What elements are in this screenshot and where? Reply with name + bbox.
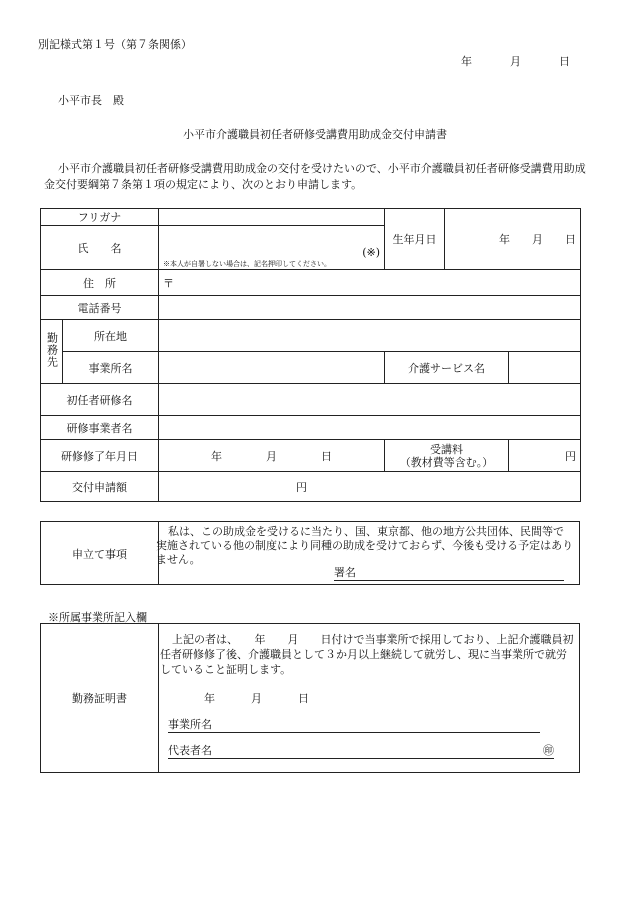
workplace-label <box>41 320 63 384</box>
document-title: 小平市介護職員初任者研修受講費用助成金交付申請書 <box>183 128 447 141</box>
certificate-rep-label: 代表者名 <box>168 744 212 757</box>
certificate-office-line[interactable] <box>168 716 540 733</box>
fee-label: 受講料 <box>430 442 464 456</box>
service-field[interactable] <box>509 352 581 384</box>
signature-line[interactable] <box>334 564 564 581</box>
name-note: ※本人が自署しない場合は、記名押印してください。 <box>163 260 332 268</box>
certificate-label: 勤務証明書 <box>72 692 127 705</box>
submission-date <box>423 53 570 69</box>
certificate-date[interactable] <box>204 690 345 706</box>
workplace-label-text: 勤務先 <box>45 332 59 368</box>
declaration-label: 申立て事項 <box>72 548 127 561</box>
name-label: 氏 名 <box>41 226 159 270</box>
office-label: 事業所名 <box>63 352 159 384</box>
provider-field[interactable] <box>159 416 581 440</box>
certificate-divider <box>158 624 159 772</box>
phone-label: 電話番号 <box>41 296 159 320</box>
training-name-label: 初任者研修名 <box>41 384 159 416</box>
provider-label: 研修事業者名 <box>41 416 159 440</box>
location-label: 所在地 <box>63 320 159 352</box>
fee-label-cell <box>385 440 509 472</box>
office-entry-note: ※所属事業所記入欄 <box>48 611 147 624</box>
office-field[interactable] <box>159 352 385 384</box>
furigana-label: フリガナ <box>41 209 159 226</box>
form-id: 別記様式第１号（第７条関係） <box>38 38 192 51</box>
date-year: 年 <box>461 55 472 68</box>
fee-field[interactable]: 円 <box>509 440 581 472</box>
service-label: 介護サービス名 <box>385 352 509 384</box>
training-name-field[interactable] <box>159 384 581 416</box>
date-month: 月 <box>510 55 521 68</box>
cert-date-year: 年 <box>204 692 215 705</box>
address-field[interactable]: 〒 <box>159 270 581 296</box>
completion-field[interactable]: 年 月 日 <box>159 440 385 472</box>
location-field[interactable] <box>159 320 581 352</box>
certificate-office-label: 事業所名 <box>168 718 212 731</box>
signature-label: 署名 <box>334 566 356 579</box>
address-label: 住 所 <box>41 270 159 296</box>
request-field[interactable]: 円 <box>159 472 581 502</box>
cert-date-day: 日 <box>298 692 309 705</box>
application-table <box>40 208 581 502</box>
fee-sublabel: （教材費等含む。） <box>399 455 494 469</box>
date-day: 日 <box>559 55 570 68</box>
furigana-field[interactable] <box>159 209 385 226</box>
seal-mark: ㊞ <box>543 744 554 757</box>
name-field[interactable] <box>159 226 385 270</box>
addressee: 小平市長 殿 <box>58 94 124 107</box>
declaration-text: 私は、この助成金を受けるに当たり、国、東京都、他の地方公共団体、民間等で実施されている他の制度により同種の助成を受けておらず、今後も受ける予定はありません。 <box>156 525 574 566</box>
phone-field[interactable] <box>159 296 581 320</box>
certificate-rep-line[interactable] <box>168 742 554 759</box>
birthdate-label: 生年月日 <box>385 209 445 270</box>
birthdate-field[interactable]: 年 月 日 <box>445 209 581 270</box>
cert-date-month: 月 <box>251 692 262 705</box>
name-mark: (※) <box>362 246 381 259</box>
request-label: 交付申請額 <box>41 472 159 502</box>
completion-label: 研修修了年月日 <box>41 440 159 472</box>
certificate-text: 上記の者は、 年 月 日付けで当事業所で採用しており、上記介護職員初任者研修修了後、介護職員として３か月以上継続して就労し、現に当事業所で就労していること証明します。 <box>160 633 574 676</box>
intro-paragraph: 小平市介護職員初任者研修受講費用助成金の交付を受けたいので、小平市介護職員初任者研修受講費用助成金交付要綱第７条第１項の規定により、次のとおり申請します。 <box>44 162 586 191</box>
